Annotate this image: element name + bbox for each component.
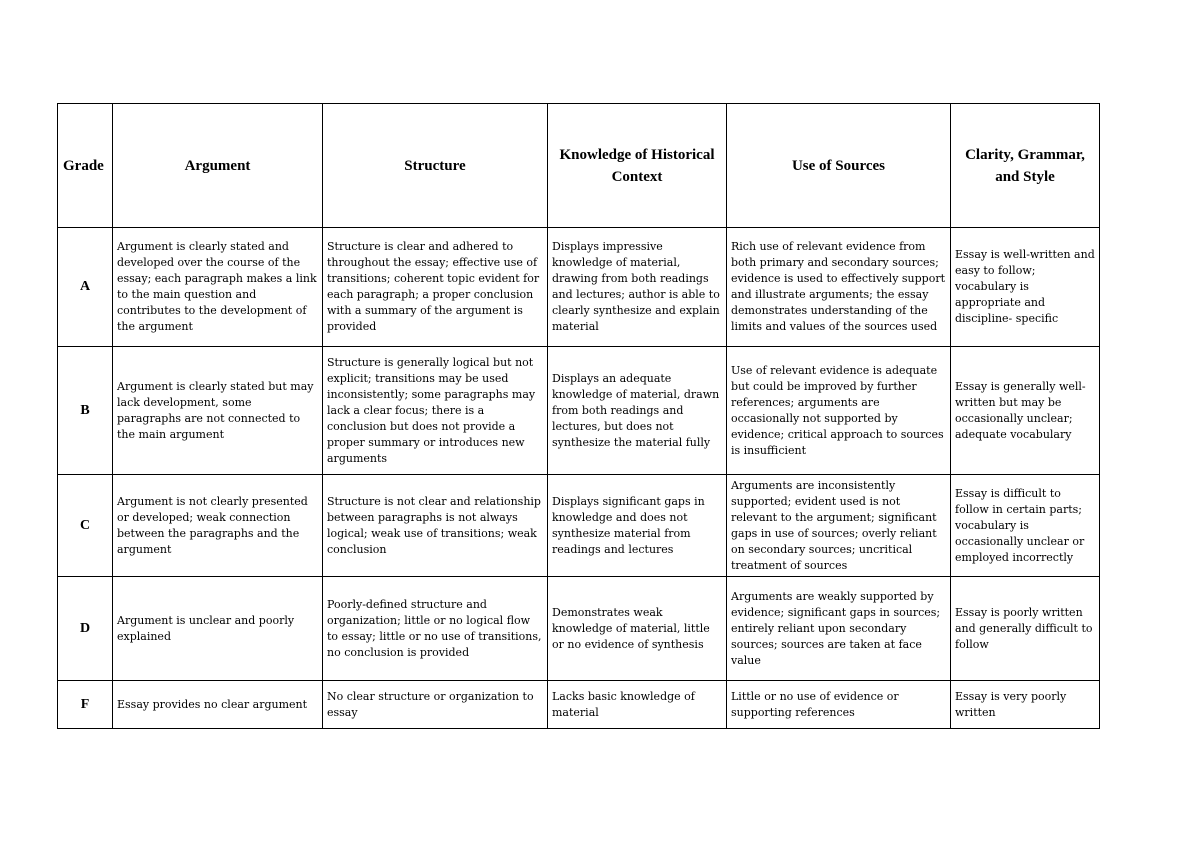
clarity-cell: Essay is generally well-written but may be occasionally unclear; adequate vocabulary xyxy=(951,347,1100,475)
grading-rubric-table xyxy=(57,103,1100,729)
clarity-cell: Essay is poorly written and generally difficult to follow xyxy=(951,577,1100,681)
header-knowledge: Knowledge of Historical Context xyxy=(548,104,727,228)
header-sources: Use of Sources xyxy=(727,104,951,228)
sources-cell: Little or no use of evidence or supporting references xyxy=(727,681,951,729)
knowledge-cell: Displays an adequate knowledge of material, drawn from both readings and lectures, but does not synthesize the material fully xyxy=(548,347,727,475)
grade-cell: A xyxy=(58,228,113,347)
table-row xyxy=(58,228,1100,347)
grade-cell: F xyxy=(58,681,113,729)
grade-cell: C xyxy=(58,475,113,577)
clarity-cell: Essay is very poorly written xyxy=(951,681,1100,729)
knowledge-cell: Displays significant gaps in knowledge and does not synthesize material from readings and lectures xyxy=(548,475,727,577)
argument-cell: Argument is not clearly presented or developed; weak connection between the paragraphs and the argument xyxy=(113,475,323,577)
sources-cell: Arguments are inconsistently supported; evident used is not relevant to the argument; significant gaps in use of sources; overly reliant on secondary sources; uncritical treatment of sources xyxy=(727,475,951,577)
argument-cell: Argument is clearly stated and developed over the course of the essay; each paragraph makes a link to the main question and contributes to the development of the argument xyxy=(113,228,323,347)
header-row xyxy=(58,104,1100,228)
clarity-cell: Essay is well-written and easy to follow; vocabulary is appropriate and discipline- specific xyxy=(951,228,1100,347)
header-structure: Structure xyxy=(323,104,548,228)
knowledge-cell: Lacks basic knowledge of material xyxy=(548,681,727,729)
header-clarity: Clarity, Grammar, and Style xyxy=(951,104,1100,228)
table-row xyxy=(58,347,1100,475)
structure-cell: Structure is clear and adhered to throughout the essay; effective use of transitions; coherent topic evident for each paragraph; a proper conclusion with a summary of the argument is provided xyxy=(323,228,548,347)
argument-cell: Argument is unclear and poorly explained xyxy=(113,577,323,681)
structure-cell: Structure is generally logical but not explicit; transitions may be used inconsistently; some paragraphs may lack a clear focus; there is a conclusion but does not provide a proper summary or introduces new arguments xyxy=(323,347,548,475)
knowledge-cell: Displays impressive knowledge of material, drawing from both readings and lectures; author is able to clearly synthesize and explain material xyxy=(548,228,727,347)
structure-cell: Structure is not clear and relationship between paragraphs is not always logical; weak use of transitions; weak conclusion xyxy=(323,475,548,577)
sources-cell: Rich use of relevant evidence from both primary and secondary sources; evidence is used to effectively support and illustrate arguments; the essay demonstrates understanding of the limits and values of the sources used xyxy=(727,228,951,347)
sources-cell: Use of relevant evidence is adequate but could be improved by further references; arguments are occasionally not supported by evidence; critical approach to sources is insufficient xyxy=(727,347,951,475)
argument-cell: Essay provides no clear argument xyxy=(113,681,323,729)
table-row xyxy=(58,681,1100,729)
grade-cell: D xyxy=(58,577,113,681)
structure-cell: No clear structure or organization to essay xyxy=(323,681,548,729)
sources-cell: Arguments are weakly supported by evidence; significant gaps in sources; entirely reliant upon secondary sources; sources are taken at face value xyxy=(727,577,951,681)
table-row xyxy=(58,475,1100,577)
knowledge-cell: Demonstrates weak knowledge of material, little or no evidence of synthesis xyxy=(548,577,727,681)
structure-cell: Poorly-defined structure and organization; little or no logical flow to essay; little or no use of transitions, no conclusion is provided xyxy=(323,577,548,681)
grade-cell: B xyxy=(58,347,113,475)
argument-cell: Argument is clearly stated but may lack development, some paragraphs are not connected to the main argument xyxy=(113,347,323,475)
table-row xyxy=(58,577,1100,681)
header-grade: Grade xyxy=(58,104,113,228)
header-argument: Argument xyxy=(113,104,323,228)
clarity-cell: Essay is difficult to follow in certain parts; vocabulary is occasionally unclear or employed incorrectly xyxy=(951,475,1100,577)
